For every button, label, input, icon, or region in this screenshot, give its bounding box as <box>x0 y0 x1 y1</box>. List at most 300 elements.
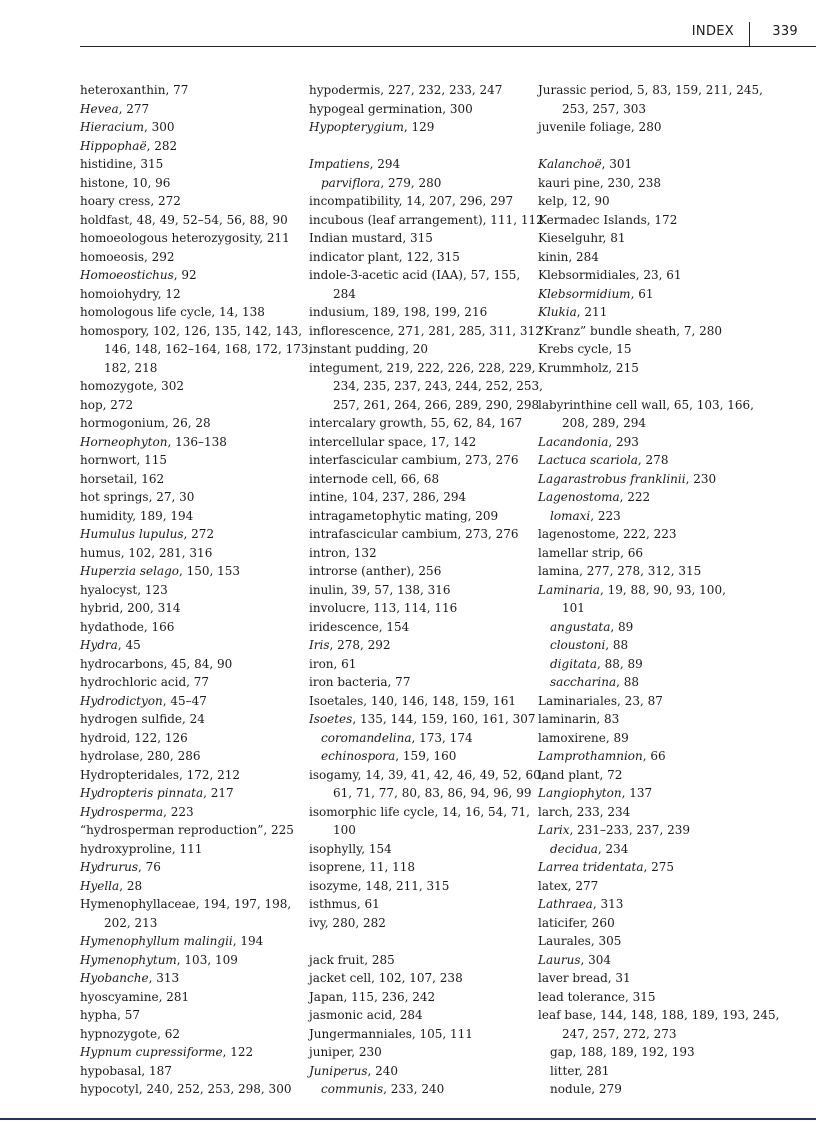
index-entry <box>80 877 298 896</box>
index-entry <box>80 100 298 119</box>
entry-text: Kieselguhr, 81 <box>538 231 626 245</box>
italic-term: Larix <box>538 823 570 837</box>
index-entry <box>309 581 529 600</box>
entry-text: hyalocyst, 123 <box>80 582 168 597</box>
index-subentry <box>309 747 529 766</box>
entry-text: homoeologous heterozygosity, 211 <box>80 231 290 245</box>
italic-term: Lacandonia <box>538 434 609 449</box>
index-entry <box>80 599 298 618</box>
entry-text: kauri pine, 230, 238 <box>538 175 661 190</box>
index-entry <box>80 396 298 415</box>
entry-text: 234, 235, 237, 243, 244, 252, 253, <box>333 379 543 393</box>
entry-text: Jungermanniales, 105, 111 <box>309 1026 473 1041</box>
index-entry <box>80 562 298 581</box>
index-entry <box>80 766 298 785</box>
entry-text: hydrolase, 280, 286 <box>80 749 201 763</box>
index-entry <box>538 266 768 285</box>
entry-text: nodule, 279 <box>550 1082 622 1096</box>
entry-text: , 61 <box>630 286 654 301</box>
entry-text: , 240 <box>367 1063 399 1078</box>
entry-text: inflorescence, 271, 281, 285, 311, 312 <box>309 323 543 338</box>
index-entry <box>538 1006 780 1025</box>
index-entry <box>80 470 298 489</box>
index-entry <box>538 192 768 211</box>
entry-text: , 45 <box>117 638 141 652</box>
index-entry <box>309 858 529 877</box>
entry-text: , 137 <box>621 786 653 800</box>
italic-term: Hypnum cupressiforme <box>80 1045 223 1059</box>
italic-term: Lathraea <box>538 897 593 911</box>
entry-text: , 278 <box>637 453 669 467</box>
entry-text: , 122 <box>222 1045 254 1059</box>
index-entry <box>309 895 529 914</box>
entry-text: , 88, 89 <box>597 656 643 671</box>
index-entry <box>538 248 768 267</box>
index-entry <box>309 544 529 563</box>
entry-text: Japan, 115, 236, 242 <box>309 989 436 1004</box>
entry-text: ivy, 280, 282 <box>309 915 386 930</box>
italic-term: Kalanchoë <box>538 157 602 171</box>
index-entry <box>80 821 298 840</box>
entry-text: hypocotyl, 240, 252, 253, 298, 300 <box>80 1082 292 1096</box>
index-entry <box>80 858 298 877</box>
index-entry <box>309 803 529 822</box>
entry-text: homologous life cycle, 14, 138 <box>80 305 265 319</box>
entry-text: , 234 <box>597 841 629 856</box>
entry-text: humidity, 189, 194 <box>80 508 194 523</box>
index-entry <box>80 192 298 211</box>
index-column-2 <box>309 81 545 1099</box>
index-subentry <box>538 507 768 526</box>
entry-text: , 89 <box>610 619 634 634</box>
entry-text: , 66 <box>642 749 666 763</box>
index-entry-continuation <box>309 285 529 304</box>
entry-text: 284 <box>333 286 356 301</box>
index-entry <box>80 988 298 1007</box>
index-subentry <box>538 655 768 674</box>
index-entry <box>80 414 298 433</box>
entry-text: homospory, 102, 126, 135, 142, 143, <box>80 323 303 338</box>
entry-text: , 28 <box>119 878 143 893</box>
entry-text: juniper, 230 <box>309 1045 382 1059</box>
entry-text: 101 <box>562 601 585 615</box>
entry-text: lamina, 277, 278, 312, 315 <box>538 564 702 578</box>
italic-term: Humulus lupulus <box>80 527 184 541</box>
entry-text: intrafascicular cambium, 273, 276 <box>309 527 519 541</box>
index-entry <box>309 840 529 859</box>
entry-text: hybrid, 200, 314 <box>80 601 181 615</box>
entry-text: , 150, 153 <box>179 564 241 578</box>
entry-text: , 88 <box>605 638 629 652</box>
entry-text: introrse (anther), 256 <box>309 564 442 578</box>
index-entry <box>309 914 529 933</box>
index-entry <box>538 988 768 1007</box>
index-entry <box>538 710 768 729</box>
italic-term: Klukia <box>538 305 577 319</box>
footer-rule <box>0 1118 816 1120</box>
entry-text: histone, 10, 96 <box>80 175 171 190</box>
index-entry <box>538 932 768 951</box>
index-entry <box>538 544 768 563</box>
index-column-3 <box>538 81 780 1099</box>
entry-text: internode cell, 66, 68 <box>309 471 440 486</box>
italic-term: Hevea <box>80 101 119 116</box>
index-entry <box>309 618 529 637</box>
italic-term: Hydropteris pinnata <box>80 786 204 800</box>
index-entry <box>538 821 768 840</box>
index-entry <box>538 359 768 378</box>
italic-term: Hieracium <box>80 120 144 134</box>
index-entry-continuation <box>538 100 768 119</box>
index-entry <box>309 470 529 489</box>
entry-text: homoeosis, 292 <box>80 249 175 264</box>
entry-text: incompatibility, 14, 207, 296, 297 <box>309 194 514 208</box>
letter-group-gap <box>309 137 529 156</box>
entry-text: Indian mustard, 315 <box>309 231 433 245</box>
entry-text: , 278, 292 <box>329 638 391 652</box>
entry-text: iridescence, 154 <box>309 619 410 634</box>
italic-term: Hymenophytum <box>80 952 177 967</box>
entry-text: jacket cell, 102, 107, 238 <box>309 971 463 985</box>
index-entry <box>538 303 768 322</box>
italic-term: Hydrurus <box>80 860 139 874</box>
entry-text: land plant, 72 <box>538 767 623 782</box>
entry-text: hormogonium, 26, 28 <box>80 416 211 430</box>
entry-text: 202, 213 <box>104 915 158 930</box>
italic-term: Iris <box>309 638 330 652</box>
index-entry <box>309 710 536 729</box>
index-entry <box>80 636 298 655</box>
index-entry <box>309 507 529 526</box>
index-entry <box>309 359 536 378</box>
italic-term: Hippophaë <box>80 138 147 153</box>
entry-text: hypha, 57 <box>80 1008 140 1022</box>
entry-text: hypogeal germination, 300 <box>309 101 473 116</box>
entry-text: isthmus, 61 <box>309 897 380 911</box>
index-entry <box>538 470 768 489</box>
index-entry <box>538 692 768 711</box>
index-subentry <box>538 1043 768 1062</box>
entry-text: , 313 <box>592 897 624 911</box>
entry-text: homozygote, 302 <box>80 379 185 393</box>
index-entry <box>538 877 768 896</box>
index-subentry <box>538 840 768 859</box>
entry-text: , 293 <box>608 434 639 449</box>
index-entry <box>538 433 768 452</box>
index-entry <box>80 969 298 988</box>
index-entry-continuation <box>309 377 543 396</box>
italic-term: Hypopterygium <box>309 120 404 134</box>
letter-group-gap <box>309 932 529 951</box>
index-entry <box>80 137 298 156</box>
entry-text: heteroxanthin <box>80 83 166 97</box>
entry-text: , 277 <box>118 101 150 116</box>
italic-term: echinospora <box>321 749 396 763</box>
index-entry <box>309 433 529 452</box>
italic-term: Lamprothamnion <box>538 749 643 763</box>
index-entry <box>80 803 298 822</box>
entry-text: intine, 104, 237, 286, 294 <box>309 490 467 504</box>
index-entry <box>309 100 529 119</box>
entry-text: lead tolerance, 315 <box>538 989 656 1004</box>
entry-text: , 279, 280 <box>380 175 442 190</box>
index-entry <box>80 747 298 766</box>
italic-term: Hydrosperma <box>80 804 164 819</box>
italic-term: Impatiens <box>309 157 370 171</box>
entry-text: Isoetales, 140, 146, 148, 159, 161 <box>309 693 516 708</box>
entry-text: inulin, 39, 57, 138, 316 <box>309 582 451 597</box>
index-entry <box>309 1006 529 1025</box>
index-entry <box>538 174 768 193</box>
index-entry <box>80 507 298 526</box>
index-entry-continuation <box>80 359 298 378</box>
letter-group-gap <box>538 137 768 156</box>
entry-text: isophylly, 154 <box>309 841 392 856</box>
index-entry <box>309 414 529 433</box>
entry-text: homoiohydry, 12 <box>80 286 181 301</box>
page-number: 339 <box>772 24 798 39</box>
index-entry <box>80 377 298 396</box>
italic-term: Hydrodictyon <box>80 693 163 708</box>
entry-text: latex, 277 <box>538 878 599 893</box>
index-entry <box>80 784 298 803</box>
index-entry <box>538 211 768 230</box>
entry-text: , 76 <box>138 860 161 874</box>
index-entry <box>80 525 298 544</box>
entry-text: , 45–47 <box>162 693 207 708</box>
entry-text: lamoxirene, 89 <box>538 730 629 745</box>
index-entry-continuation <box>538 1025 768 1044</box>
index-entry <box>309 340 529 359</box>
index-entry <box>80 581 298 600</box>
index-entry-continuation <box>309 821 529 840</box>
entry-text: , 223 <box>590 508 621 523</box>
index-entry <box>538 229 768 248</box>
entry-text: kinin, 284 <box>538 249 599 264</box>
italic-term: Isoetes <box>309 712 353 726</box>
entry-text: isoprene, 11, 118 <box>309 860 416 874</box>
index-entry <box>538 747 768 766</box>
index-entry <box>80 451 298 470</box>
entry-text: litter, 281 <box>550 1063 610 1078</box>
index-entry <box>538 803 768 822</box>
index-entry <box>538 451 768 470</box>
index-entry <box>309 877 529 896</box>
index-entry <box>309 229 529 248</box>
index-entry-continuation <box>538 414 768 433</box>
entry-text: , 217 <box>203 786 234 800</box>
italic-term: digitata <box>550 656 597 671</box>
index-entry <box>538 322 768 341</box>
index-entry <box>538 951 768 970</box>
entry-text: indusium, 189, 198, 199, 216 <box>309 305 488 319</box>
index-subentry <box>309 174 529 193</box>
italic-term: saccharina <box>550 675 617 689</box>
entry-text: 247, 257, 272, 273 <box>562 1026 677 1041</box>
entry-text: jasmonic acid, 284 <box>309 1008 423 1022</box>
entry-text: isozyme, 148, 211, 315 <box>309 878 450 893</box>
index-entry <box>80 673 298 692</box>
entry-text: , 231–233, 237, 239 <box>569 823 690 837</box>
italic-term: lomaxi <box>550 508 591 523</box>
italic-term: Huperzia selago <box>80 564 179 578</box>
index-entry <box>80 840 298 859</box>
index-subentry <box>538 618 768 637</box>
index-entry <box>80 266 298 285</box>
italic-term: Hymenophyllum malingii <box>80 934 233 948</box>
index-entry <box>538 766 768 785</box>
index-entry <box>80 1025 298 1044</box>
index-entry <box>80 322 303 341</box>
entry-text: indicator plant, 122, 315 <box>309 249 460 264</box>
entry-text: hop, 272 <box>80 397 134 412</box>
index-entry <box>309 266 529 285</box>
index-entry <box>309 525 529 544</box>
entry-text: gap, 188, 189, 192, 193 <box>550 1045 695 1059</box>
index-entry <box>538 396 768 415</box>
entry-text: , 222 <box>619 490 651 504</box>
index-entry <box>309 951 529 970</box>
italic-term: Larrea tridentata <box>538 860 644 874</box>
italic-term: Hyella <box>80 878 120 893</box>
index-entry <box>309 692 529 711</box>
index-entry <box>80 248 298 267</box>
index-entry <box>80 1080 298 1099</box>
italic-term: Lactuca scariola <box>538 453 638 467</box>
index-entry-continuation <box>538 599 768 618</box>
entry-text: , 300 <box>143 120 175 134</box>
italic-term: Klebsormidium <box>538 286 631 301</box>
index-entry-continuation <box>309 784 532 803</box>
italic-term: Lagarastrobus franklinii <box>538 471 686 486</box>
entry-text: Hydropteridales, 172, 212 <box>80 767 241 782</box>
italic-term: Juniperus <box>309 1063 368 1078</box>
entry-text: hypodermis, 227, 232, 233, 247 <box>309 83 503 97</box>
index-column-1 <box>80 81 313 1099</box>
entry-text: hydrochloric acid, 77 <box>80 675 210 689</box>
entry-text: , 230 <box>685 471 717 486</box>
running-header <box>80 22 816 44</box>
italic-term: cloustoni <box>550 638 606 652</box>
index-entry <box>538 118 768 137</box>
index-entry <box>80 710 298 729</box>
index-entry <box>309 192 529 211</box>
entry-text: integument, 219, 222, 226, 228, 229, <box>309 360 536 375</box>
index-entry <box>80 729 298 748</box>
index-entry <box>80 285 298 304</box>
index-entry <box>309 248 529 267</box>
entry-text: lamellar strip, 66 <box>538 545 643 560</box>
entry-text: instant pudding, 20 <box>309 342 428 356</box>
index-entry <box>80 895 298 914</box>
entry-text: intron, 132 <box>309 545 377 560</box>
index-entry <box>538 858 768 877</box>
index-entry <box>309 81 529 100</box>
entry-text: hypobasal, 187 <box>80 1063 172 1078</box>
entry-text: Kermadec Islands, 172 <box>538 212 678 227</box>
entry-text: Laurales, 305 <box>538 934 622 948</box>
entry-text: laver bread, 31 <box>538 971 631 985</box>
entry-text: holdfast, 48, 49, 52–54, 56, 88, 90 <box>80 212 288 227</box>
index-entry <box>538 155 768 174</box>
entry-text: intercalary growth, 55, 62, 84, 167 <box>309 416 523 430</box>
entry-text: hydathode, 166 <box>80 619 175 634</box>
index-entry-continuation <box>309 396 540 415</box>
entry-text: hydroxyproline, 111 <box>80 841 203 856</box>
entry-text: , 211 <box>576 305 608 319</box>
italic-term: coromandelina <box>321 730 412 745</box>
italic-term: Homoeostichus <box>80 268 174 282</box>
entry-text: , 194 <box>232 934 264 948</box>
entry-text: isogamy, 14, 39, 41, 42, 46, 49, 52, 60, <box>309 767 545 782</box>
entry-text: , 223 <box>163 804 194 819</box>
italic-term: Lagenostoma <box>538 490 620 504</box>
entry-text: , 136–138 <box>167 434 227 449</box>
entry-text: “Kranz” bundle sheath, 7, 280 <box>538 323 723 338</box>
entry-text: “hydrosperman reproduction”, 225 <box>80 823 294 837</box>
index-entry <box>309 118 529 137</box>
entry-text: intercellular space, 17, 142 <box>309 434 477 449</box>
entry-text: jack fruit, 285 <box>309 952 395 967</box>
italic-term: angustata <box>550 619 611 634</box>
index-entry <box>309 969 529 988</box>
entry-text: , 129 <box>403 120 435 134</box>
entry-text: iron bacteria, 77 <box>309 675 411 689</box>
index-entry <box>538 285 768 304</box>
index-entry <box>80 951 298 970</box>
entry-text: hot springs, 27, 30 <box>80 490 195 504</box>
entry-text: , 103, 109 <box>176 952 238 967</box>
index-entry <box>309 562 529 581</box>
entry-text: , 275 <box>643 860 675 874</box>
entry-text: hydroid, 122, 126 <box>80 730 188 745</box>
index-entry <box>80 932 298 951</box>
index-entry <box>80 488 298 507</box>
entry-text: , 19, 88, 90, 93, 100, <box>599 582 726 597</box>
entry-text: juvenile foliage, 280 <box>538 120 662 134</box>
entry-text: , 173, 174 <box>411 730 473 745</box>
index-subentry <box>538 1080 768 1099</box>
index-subentry <box>309 1080 529 1099</box>
entry-text: 257, 261, 264, 266, 289, 290, 298 <box>333 397 540 412</box>
index-entry <box>80 433 298 452</box>
index-entry-continuation <box>80 340 313 359</box>
entry-text: Hymenophyllaceae, 194, 197, 198, <box>80 897 292 911</box>
italic-term: communis <box>321 1082 384 1096</box>
index-entry <box>309 1043 529 1062</box>
index-entry <box>309 636 529 655</box>
entry-text: , 77 <box>165 83 189 97</box>
entry-text: hydrocarbons, 45, 84, 90 <box>80 656 233 671</box>
entry-text: , 135, 144, 159, 160, 161, 307 <box>352 712 536 726</box>
index-entry <box>309 488 529 507</box>
entry-text: laminarin, 83 <box>538 712 620 726</box>
entry-text: interfascicular cambium, 273, 276 <box>309 453 519 467</box>
index-entry <box>538 562 768 581</box>
index-entry <box>309 673 529 692</box>
entry-text: indole-3-acetic acid (IAA), 57, 155, <box>309 268 521 282</box>
entry-text: isomorphic life cycle, 14, 16, 54, 71, <box>309 804 530 819</box>
entry-text: incubous (leaf arrangement), 111, 112 <box>309 212 544 227</box>
entry-text: , 233, 240 <box>383 1082 445 1096</box>
header-rule <box>80 46 816 47</box>
index-entry <box>80 174 298 193</box>
section-title: INDEX <box>691 24 734 39</box>
index-entry <box>538 581 768 600</box>
index-entry <box>538 340 768 359</box>
italic-term: Hydra <box>80 638 118 652</box>
entry-text: involucre, 113, 114, 116 <box>309 601 458 615</box>
